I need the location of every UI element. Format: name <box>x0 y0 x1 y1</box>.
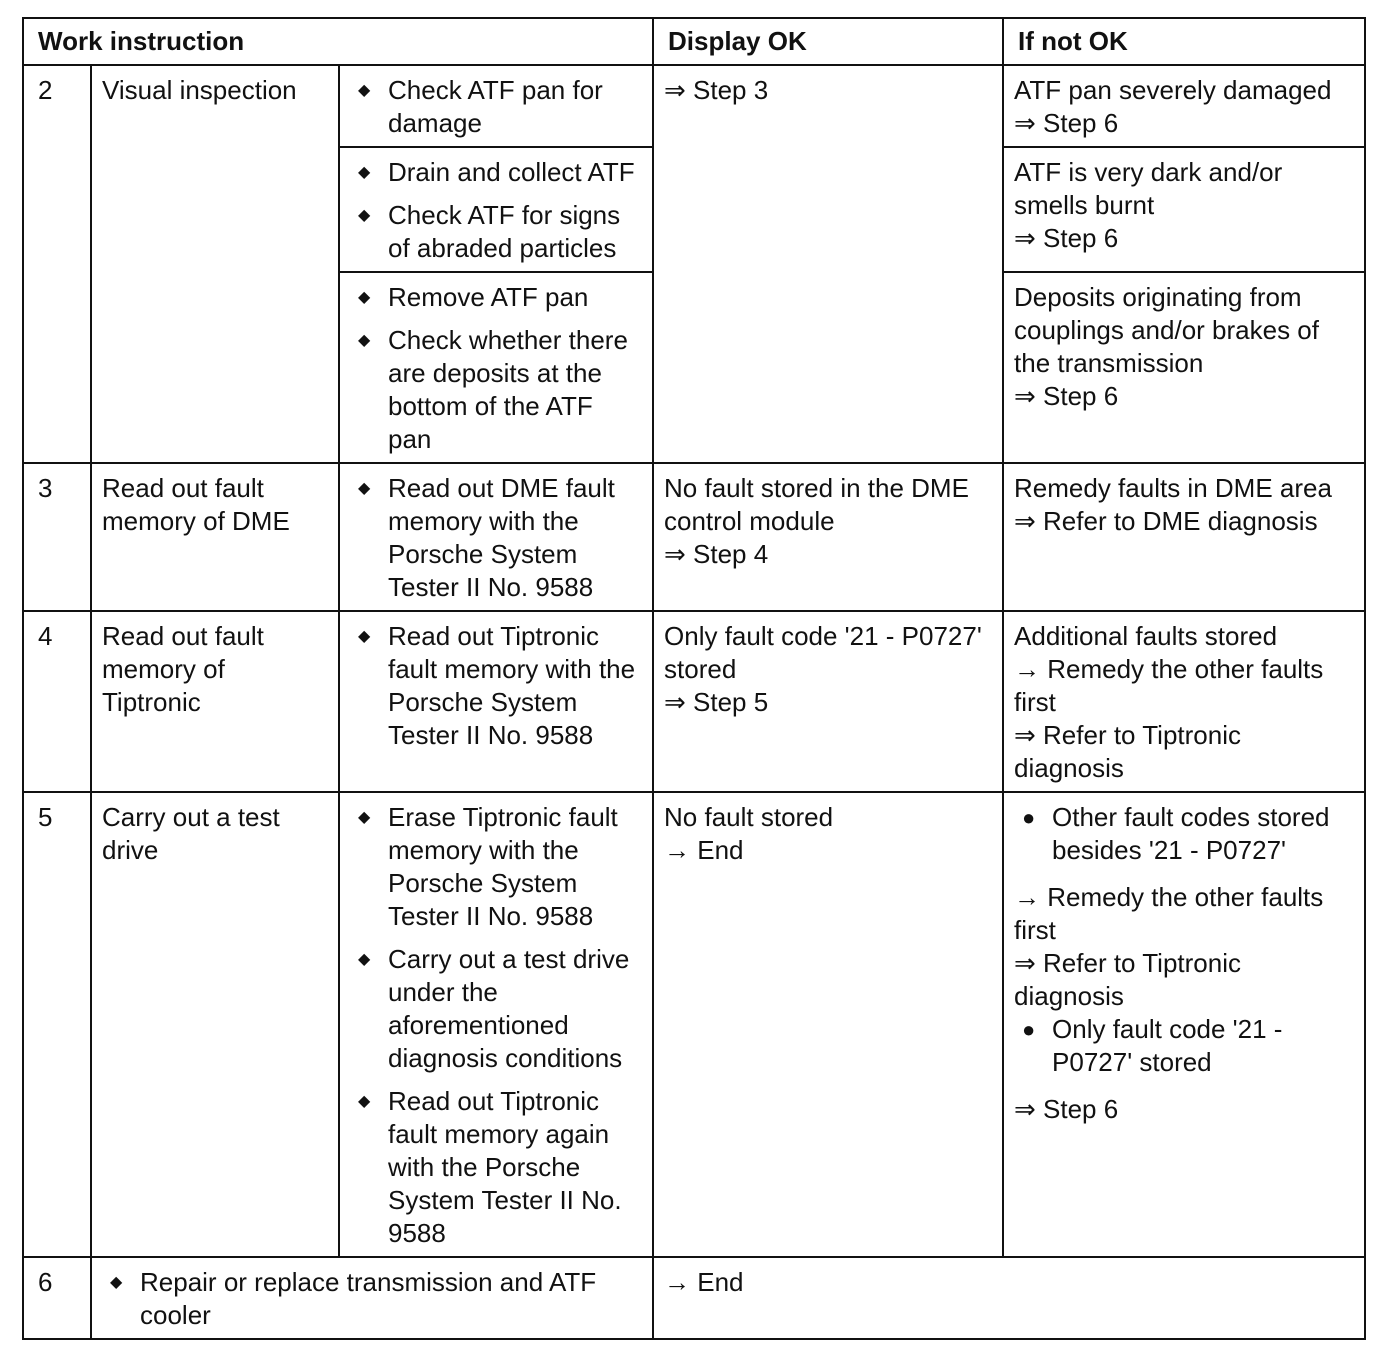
if-not-ok-cell: Remedy faults in DME area ⇒ Refer to DME diagnosis <box>1003 463 1365 611</box>
step-2-row-a <box>23 65 1365 147</box>
display-ok-cell: ⇒ Step 3 <box>653 65 1003 463</box>
action-item: ◆ Erase Tiptronic fault memory with the Porsche System Tester II No. 9588 <box>358 802 618 931</box>
step-title: Read out fault memory of Tiptronic <box>91 611 339 792</box>
diamond-bullet-icon: ◆ <box>358 809 371 826</box>
action-item: ◆ Check ATF pan for damage <box>358 75 603 138</box>
display-ok-cell: Only fault code '21 - P0727' stored ⇒ Step 5 <box>653 611 1003 792</box>
header-work-instruction: Work instruction <box>23 18 653 65</box>
action-item: ◆ Read out DME fault memory with the Porsche System Tester II No. 9588 <box>358 473 615 602</box>
if-not-ok-cell: ● Other fault codes stored besides '21 - P0727' → Remedy the other faults first ⇒ Refer to Tiptronic diagnosis ● Only fault code '21 - P0727' stored ⇒ Step 6 <box>1003 792 1365 1257</box>
if-not-ok-cell: ATF pan severely damaged ⇒ Step 6 <box>1003 65 1365 147</box>
step-actions <box>339 272 653 463</box>
step-5-row <box>23 792 1365 1257</box>
round-bullet-icon: ● <box>1022 1017 1036 1042</box>
step-title: Carry out a test drive <box>91 792 339 1257</box>
step-number: 4 <box>23 611 91 792</box>
diamond-bullet-icon: ◆ <box>358 951 371 968</box>
diamond-bullet-icon: ◆ <box>358 289 371 306</box>
diamond-bullet-icon: ◆ <box>358 480 371 497</box>
display-ok-cell: No fault stored in the DME control module ⇒ Step 4 <box>653 463 1003 611</box>
step-actions <box>339 65 653 147</box>
action-item: ◆ Check whether there are deposits at the bottom of the ATF pan <box>358 325 628 454</box>
action-item: ◆ Read out Tiptronic fault memory again with the Porsche System Tester II No. 9588 <box>358 1086 622 1248</box>
step-6-row <box>23 1257 1365 1339</box>
diamond-bullet-icon: ◆ <box>110 1274 123 1291</box>
step-number: 3 <box>23 463 91 611</box>
result-item: ● Other fault codes stored besides '21 - P0727' <box>1022 802 1330 865</box>
header-display-ok: Display OK <box>653 18 1003 65</box>
step-number: 6 <box>23 1257 91 1339</box>
header-row <box>23 18 1365 65</box>
step-number: 2 <box>23 65 91 463</box>
diamond-bullet-icon: ◆ <box>358 164 371 181</box>
step-title: Visual inspection <box>91 65 339 463</box>
action-item: ◆ Read out Tiptronic fault memory with the Porsche System Tester II No. 9588 <box>358 621 636 750</box>
step-actions <box>339 611 653 792</box>
step-actions <box>339 463 653 611</box>
action-item: ◆ Drain and collect ATF <box>358 157 635 187</box>
action-item: ◆ Repair or replace transmission and ATF cooler <box>110 1267 597 1330</box>
result-item: ● Only fault code '21 - P0727' stored <box>1022 1014 1283 1077</box>
display-ok-cell: → End <box>653 1257 1365 1339</box>
if-not-ok-cell: Additional faults stored → Remedy the other faults first ⇒ Refer to Tiptronic diagnosis <box>1003 611 1365 792</box>
diamond-bullet-icon: ◆ <box>358 207 371 224</box>
header-if-not-ok: If not OK <box>1003 18 1365 65</box>
diamond-bullet-icon: ◆ <box>358 1093 371 1110</box>
step-actions <box>339 792 653 1257</box>
step-title: Read out fault memory of DME <box>91 463 339 611</box>
action-item: ◆ Carry out a test drive under the aforementioned diagnosis conditions <box>358 944 630 1073</box>
action-item: ◆ Check ATF for signs of abraded particles <box>358 200 621 263</box>
diamond-bullet-icon: ◆ <box>358 628 371 645</box>
if-not-ok-cell: ATF is very dark and/or smells burnt ⇒ Step 6 <box>1003 147 1365 272</box>
step-4-row <box>23 611 1365 792</box>
step-actions <box>91 1257 653 1339</box>
display-ok-cell: No fault stored → End <box>653 792 1003 1257</box>
step-3-row <box>23 463 1365 611</box>
step-actions <box>339 147 653 272</box>
diamond-bullet-icon: ◆ <box>358 82 371 99</box>
step-number: 5 <box>23 792 91 1257</box>
diamond-bullet-icon: ◆ <box>358 332 371 349</box>
action-item: ◆ Remove ATF pan <box>358 282 589 312</box>
diagnosis-table <box>22 17 1366 1340</box>
if-not-ok-cell: Deposits originating from couplings and/or brakes of the transmission ⇒ Step 6 <box>1003 272 1365 463</box>
round-bullet-icon: ● <box>1022 805 1036 830</box>
